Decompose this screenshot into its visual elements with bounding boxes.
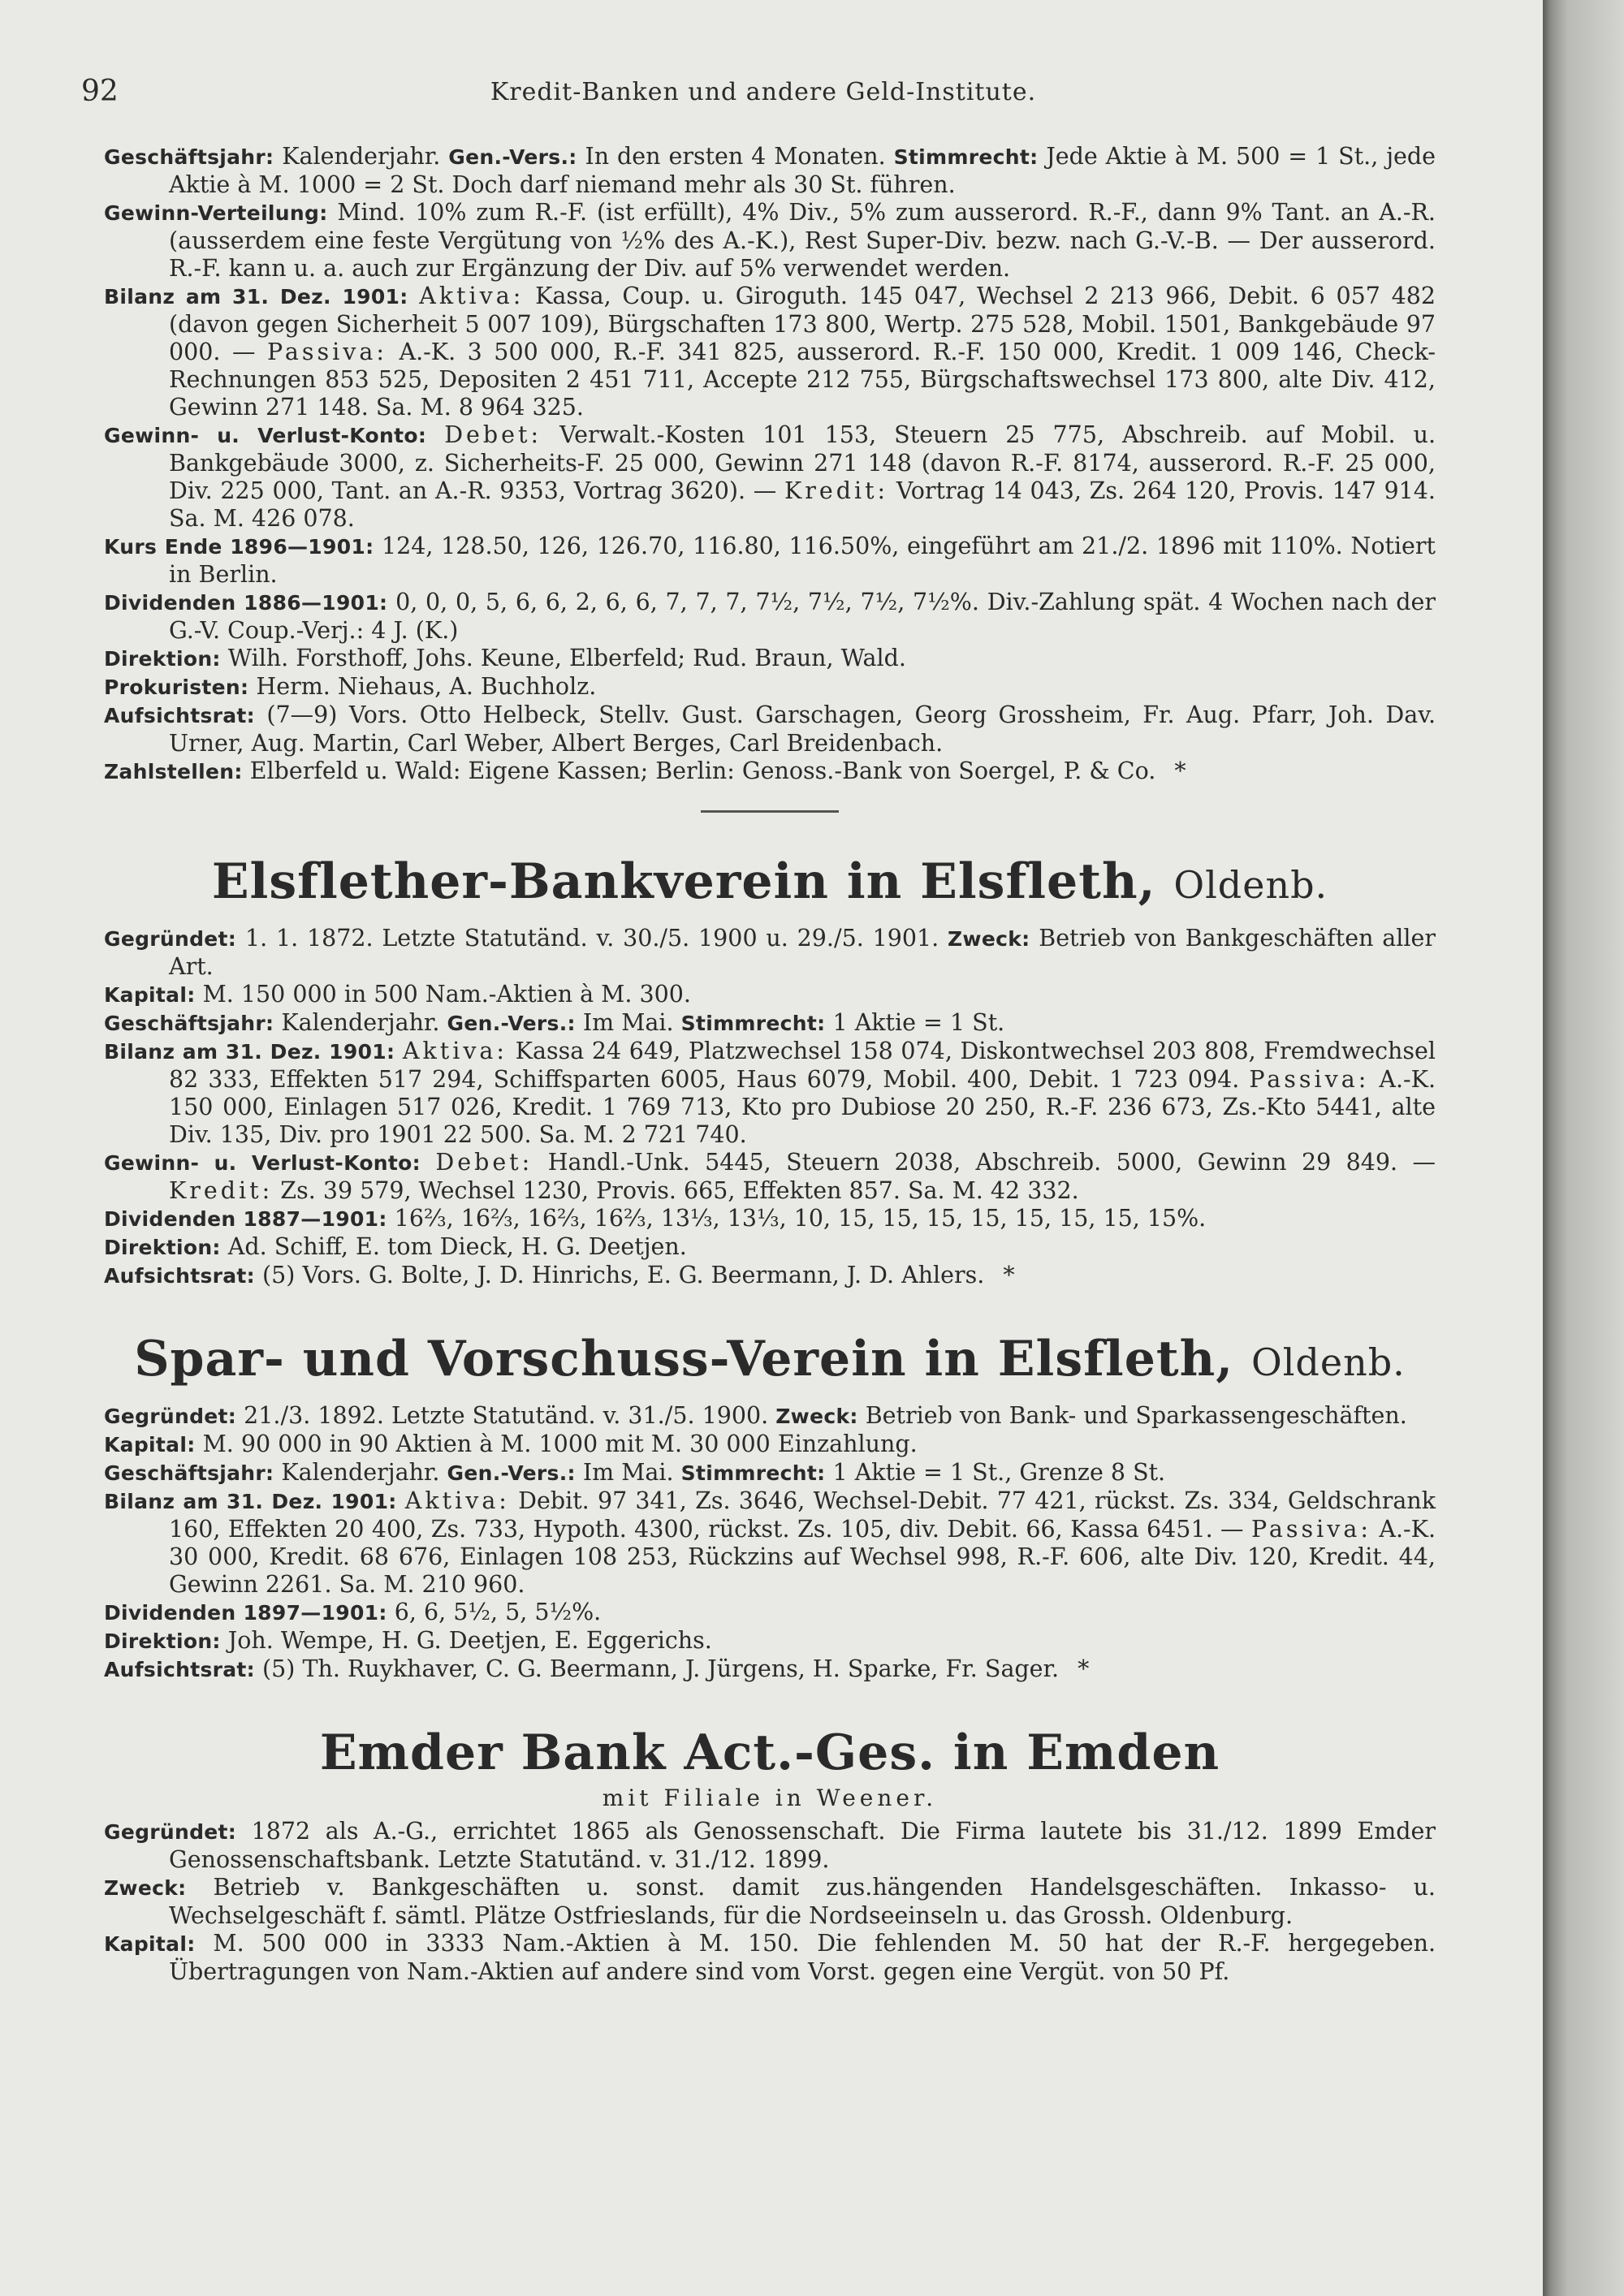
page-number: 92 [81,75,119,108]
entry-title: Emder Bank Act.-Ges. in Emden [319,1724,1220,1781]
line-prokuristen: Prokuristen: Herm. Niehaus, A. Buchholz. [104,673,597,700]
line-direktion: Direktion: Ad. Schiff, E. tom Dieck, H. G. Deetjen. [104,1233,687,1260]
line-geschaeftsjahr: Geschäftsjahr: Kalenderjahr. Gen.-Vers.: Im Mai. Stimmrecht: 1 Aktie = 1 St. [104,1009,1005,1036]
line-direktion: Direktion: Joh. Wempe, H. G. Deetjen, E. Eggerichs. [104,1627,712,1654]
line-geschaeftsjahr: Geschäftsjahr: Kalenderjahr. Gen.-Vers.: In den ersten 4 Monaten. Stimmrecht: Jede Aktie à M. 500 = 1 St., jede Aktie à M. 1000 = 2 St. Doch darf niemand mehr als 30 St. führen. [104,143,1436,198]
entry-continued [104,143,1436,786]
page-header [81,75,1445,115]
line-bilanz: Bilanz am 31. Dez. 1901: Aktiva: Kassa, Coup. u. Giroguth. 145 047, Wechsel 2 213 966, Debit. 6 057 482 (davon gegen Sicherheit 5 007 109), Bürgschaften 173 800, Wertp. 275 528, Mobil. 1501, Bankgebäude 97 000. — Passiva: A.-K. 3 500 000, R.-F. 341 825, ausserord. R.-F. 150 000, Kredit. 1 009 146, Check-Rechnungen 853 525, Depositen 2 451 711, Accepte 212 755, Bürgschaftswechsel 173 800, alte Div. 412, Gewinn 271 148. Sa. M. 8 964 325. [104,283,1436,421]
line-bilanz: Bilanz am 31. Dez. 1901: Aktiva: Debit. 97 341, Zs. 3646, Wechsel-Debit. 77 421, rückst. Zs. 334, Geldschrank 160, Effekten 20 400, Zs. 733, Hypoth. 4300, rückst. Zs. 105, div. Debit. 66, Kassa 6451. — Passiva: A.-K. 30 000, Kredit. 68 676, Einlagen 108 253, Rückzins auf Wechsel 998, R.-F. 606, alte Div. 120, Kredit. 44, Gewinn 2261. Sa. M. 210 960. [104,1487,1436,1598]
entry-spar-vorschuss-verein [104,1402,1436,1684]
line-dividenden: Dividenden 1897—1901: 6, 6, 5½, 5, 5½%. [104,1599,602,1625]
line-dividenden: Dividenden 1886—1901: 0, 0, 0, 5, 6, 6, 2, 6, 6, 7, 7, 7, 7½, 7½, 7½, 7½%. Div.-Zahlung spät. 4 Wochen nach der G.-V. Coup.-Verj.: 4 J. (K.) [104,589,1436,644]
line-gewinn-verlust: Gewinn- u. Verlust-Konto: Debet: Handl.-Unk. 5445, Steuern 2038, Abschreib. 5000, Gewinn 29 849. — Kredit: Zs. 39 579, Wechsel 1230, Provis. 665, Effekten 857. Sa. M. 42 332. [104,1149,1436,1204]
line-gewinn-verteilung: Gewinn-Verteilung: Mind. 10% zum R.-F. (ist erfüllt), 4% Div., 5% zum ausserord. R.-F., dann 9% Tant. an A.-R. (ausserdem eine feste Vergütung von ½% des A.-K.), Rest Super-Div. bezw. nach G.-V.-B. — Der ausserord. R.-F. kann u. a. auch zur Ergänzung der Div. auf 5% verwendet werden. [104,199,1436,282]
line-gegruendet: Gegründet: 21./3. 1892. Letzte Statutänd. v. 31./5. 1900. Zweck: Betrieb von Bank- und Sparkassengeschäften. [104,1402,1407,1429]
page-edge [1543,0,1624,2296]
line-kapital: Kapital: M. 500 000 in 3333 Nam.-Aktien à M. 150. Die fehlenden M. 50 hat der R.-F. hergegeben. Übertragungen von Nam.-Aktien auf andere sind vom Vorst. gegen eine Vergüt. von 50 Pf. [104,1930,1436,1985]
line-gegruendet: Gegründet: 1872 als A.-G., errichtet 1865 als Genossenschaft. Die Firma lautete bis 31./12. 1899 Emder Genossenschaftsbank. Letzte Statutänd. v. 31./12. 1899. [104,1818,1436,1873]
line-geschaeftsjahr: Geschäftsjahr: Kalenderjahr. Gen.-Vers.: Im Mai. Stimmrecht: 1 Aktie = 1 St., Grenze 8 St. [104,1459,1166,1486]
entry-subtitle: mit Filiale in Weener. [602,1785,938,1811]
line-aufsichtsrat: Aufsichtsrat: (5) Th. Ruykhaver, C. G. Beermann, J. Jürgens, H. Sparke, Fr. Sager. * [104,1655,1090,1682]
line-direktion: Direktion: Wilh. Forsthoff, Johs. Keune, Elberfeld; Rud. Braun, Wald. [104,645,906,671]
entry-title: Elsflether-Bankverein in Elsfleth, Oldenb. [211,853,1328,910]
line-kapital: Kapital: M. 90 000 in 90 Aktien à M. 1000 mit M. 30 000 Einzahlung. [104,1431,918,1457]
line-zweck: Zweck: Betrieb v. Bankgeschäften u. sonst. damit zus.hängenden Handelsgeschäften. Inkasso- u. Wechselgeschäft f. sämtl. Plätze Ostfrieslands, für die Nordseeinseln u. das Grossh. Oldenburg. [104,1874,1436,1929]
line-gegruendet: Gegründet: 1. 1. 1872. Letzte Statutänd. v. 30./5. 1900 u. 29./5. 1901. Zweck: Betrieb von Bankgeschäften aller Art. [104,925,1436,980]
line-kurs: Kurs Ende 1896—1901: 124, 128.50, 126, 126.70, 116.80, 116.50%, eingeführt am 21./2. 1896 mit 110%. Notiert in Berlin. [104,533,1436,588]
line-dividenden: Dividenden 1887—1901: 16⅔, 16⅔, 16⅔, 16⅔, 13⅓, 13⅓, 10, 15, 15, 15, 15, 15, 15, 15, 15%. [104,1205,1207,1232]
section-divider [701,810,839,813]
page-content [104,143,1436,1986]
line-zahlstellen: Zahlstellen: Elberfeld u. Wald: Eigene Kassen; Berlin: Genoss.-Bank von Soergel, P. & Co. * [104,757,1186,784]
line-bilanz: Bilanz am 31. Dez. 1901: Aktiva: Kassa 24 649, Platzwechsel 158 074, Diskontwechsel 203 808, Fremdwechsel 82 333, Effekten 517 294, Schiffsparten 6005, Haus 6079, Mobil. 400, Debit. 1 723 094. Passiva: A.-K. 150 000, Einlagen 517 026, Kredit. 1 769 713, Kto pro Dubiose 20 250, R.-F. 236 673, Zs.-Kto 5441, alte Div. 135, Div. pro 1901 22 500. Sa. M. 2 721 740. [104,1038,1436,1148]
line-kapital: Kapital: M. 150 000 in 500 Nam.-Aktien à M. 300. [104,981,691,1008]
running-head: Kredit-Banken und andere Geld-Institute. [490,78,1037,106]
line-aufsichtsrat: Aufsichtsrat: (5) Vors. G. Bolte, J. D. Hinrichs, E. G. Beermann, J. D. Ahlers. * [104,1262,1015,1288]
entry-title: Spar- und Vorschuss-Verein in Elsfleth, Oldenb. [134,1331,1406,1388]
line-aufsichtsrat: Aufsichtsrat: (7—9) Vors. Otto Helbeck, Stellv. Gust. Garschagen, Georg Grossheim, Fr. Aug. Pfarr, Joh. Dav. Urner, Aug. Martin, Carl Weber, Albert Berges, Carl Breidenbach. [104,701,1436,757]
entry-elsflether-bankverein [104,925,1436,1290]
line-gewinn-verlust: Gewinn- u. Verlust-Konto: Debet: Verwalt.-Kosten 101 153, Steuern 25 775, Abschreib. auf Mobil. u. Bankgebäude 3000, z. Sicherheits-F. 25 000, Gewinn 271 148 (davon R.-F. 8174, ausserord. R.-F. 25 000, Div. 225 000, Tant. an A.-R. 9353, Vortrag 3620). — Kredit: Vortrag 14 043, Zs. 264 120, Provis. 147 914. Sa. M. 426 078. [104,421,1436,532]
entry-emder-bank [104,1818,1436,1986]
